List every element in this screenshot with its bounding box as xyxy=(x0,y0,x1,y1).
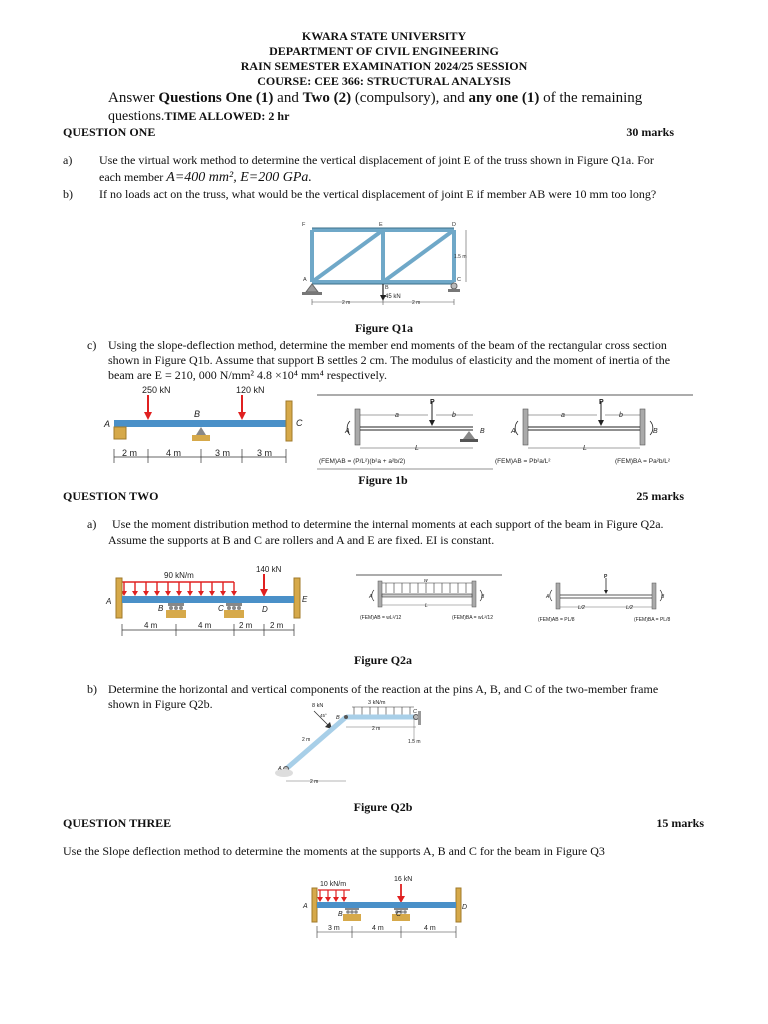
q2a-fem2-l2b: L/2 xyxy=(626,605,633,611)
q1b-load2-label: 120 kN xyxy=(236,385,265,395)
fig-q2a-caption: Figure Q2a xyxy=(353,653,413,667)
time-allowed: TIME ALLOWED: 2 hr xyxy=(164,109,290,123)
q3-wall-a xyxy=(312,888,317,922)
q1b-text: If no loads act on the truss, what would be the vertical displacement of joint E if member AB were 10 mm too long? xyxy=(99,187,657,201)
q1b-span4: 3 m xyxy=(257,448,273,458)
frame-member-ab xyxy=(286,717,346,769)
q3-point-label: 16 kN xyxy=(394,876,413,883)
q3-label-a: A xyxy=(303,903,308,910)
q3-roller-b xyxy=(345,908,359,914)
q1b-fem2-label-a: A xyxy=(511,428,516,435)
q1b-label-a: A xyxy=(104,419,111,429)
q1a-label: a) xyxy=(63,153,73,167)
q1b-label-b: B xyxy=(194,409,201,419)
q1-marks: 30 marks xyxy=(626,125,674,139)
truss-label-f: F xyxy=(302,222,306,228)
q3-span3: 4 m xyxy=(424,925,436,932)
q2a-fem1-formula1: (FEM)AB = wL²/12 xyxy=(360,615,402,621)
q3-span1: 3 m xyxy=(328,925,340,932)
q2a-label-e: E xyxy=(302,595,308,604)
q1b-fem2-figure xyxy=(493,393,693,471)
q2-title: QUESTION TWO xyxy=(63,489,159,503)
q1b-beam xyxy=(114,420,286,427)
q2a-span2: 4 m xyxy=(198,621,212,630)
q1b-fem2-label-b: B xyxy=(653,428,658,435)
university-name: KWARA STATE UNIVERSITY xyxy=(301,29,467,43)
q2a-text-line2: Assume the supports at B and C are rollers and A and E are fixed. EI is constant. xyxy=(108,533,495,547)
q1a-text-line1: Use the virtual work method to determine the vertical displacement of joint E of the truss shown in Figure Q1a. For xyxy=(99,153,654,167)
truss-height-label: 1.5 m xyxy=(454,254,467,260)
frame-figure xyxy=(270,697,440,789)
truss-label-a: A xyxy=(303,277,307,283)
q1c-text-line3: beam are E = 210, 000 N/mm² 4.8 ×10⁴ mm⁴ respectively. xyxy=(108,368,387,382)
q1b-fem1-label-a: A xyxy=(345,428,350,435)
q2a-label-a: A xyxy=(106,597,112,606)
frame-dim-top: 2 m xyxy=(372,726,381,732)
truss-pin-support-a xyxy=(306,284,318,292)
q2a-fem2-label-b: B xyxy=(661,594,665,600)
fig-q2b-caption: Figure Q2b xyxy=(353,800,413,814)
q1b-fem2-formula2: (FEM)BA = Pa²b/L² xyxy=(615,458,671,465)
q1b-span2: 4 m xyxy=(166,448,182,458)
course-title: COURSE: CEE 366: STRUCTURAL ANALYSIS xyxy=(257,74,511,88)
q3-marks: 15 marks xyxy=(656,816,704,830)
frame-load-label: 8 kN xyxy=(312,703,324,709)
q2a-beam-figure xyxy=(102,562,316,638)
fig-q1a-caption: Figure Q1a xyxy=(354,321,414,335)
q3-text: Use the Slope deflection method to determine the moments at the supports A, B and C for the beam in Figure Q3 xyxy=(63,844,605,858)
q3-label-b: B xyxy=(338,911,343,918)
q2a-fem1-formula2: (FEM)BA = wL²/12 xyxy=(452,615,493,621)
q2a-fem1-label-b: B xyxy=(481,594,485,600)
instructions-line2: questions.TIME ALLOWED: 2 hr xyxy=(108,109,290,124)
q2a-fem2-l2a: L/2 xyxy=(578,605,585,611)
q2a-fem2-formula2: (FEM)BA = PL/8 xyxy=(634,617,671,623)
q3-beam xyxy=(317,902,456,908)
q1a-math: A=400 mm², E=200 GPa. xyxy=(166,170,312,185)
q1b-support-a xyxy=(114,427,126,439)
q1a-text-line2: each member A=400 mm², E=200 GPa. xyxy=(99,170,312,185)
q3-label-c: C xyxy=(396,911,402,918)
frame-dim-vert: 1.5 m xyxy=(408,739,421,745)
q2a-span1: 4 m xyxy=(144,621,158,630)
q1b-fem1-p: P xyxy=(430,399,435,406)
frame-dim-bottom: 2 m xyxy=(310,779,319,785)
q1b-load1-label: 250 kN xyxy=(142,385,171,395)
q1b-label-c: C xyxy=(296,418,303,428)
frame-dim-diag: 2 m xyxy=(302,737,311,743)
frame-label-c: C xyxy=(413,709,417,715)
truss-label-e: E xyxy=(379,222,383,228)
q2a-span4: 2 m xyxy=(270,621,284,630)
q2a-fem1-figure xyxy=(356,573,502,625)
q1b-span1: 2 m xyxy=(122,448,138,458)
q2a-label-d: D xyxy=(262,605,268,614)
q2a-point-label: 140 kN xyxy=(256,565,282,574)
truss-members xyxy=(312,230,454,282)
q2a-label-b: B xyxy=(158,604,164,613)
truss-span2-label: 2 m xyxy=(412,300,421,306)
q1b-support-b xyxy=(196,427,206,435)
q3-beam-figure xyxy=(300,870,472,940)
q1b-fem2-l: L xyxy=(583,445,587,452)
q2a-fem2-p: P xyxy=(604,574,608,580)
q1b-fem1-formula: (FEM)AB = (P/L²)(b²a + a²b/2) xyxy=(319,458,406,465)
q2a-roller-b xyxy=(168,603,184,610)
q1c-label: c) xyxy=(87,338,97,352)
q2b-text-line1: Determine the horizontal and vertical components of the reaction at the pins A, B, and C of the two-member frame xyxy=(108,682,659,696)
q1b-wall-c xyxy=(286,401,292,441)
truss-span1-label: 2 m xyxy=(342,300,351,306)
q1b-fem1-b: b xyxy=(452,412,456,419)
q2a-fem1-label-a: A xyxy=(369,594,373,600)
q2a-fem1-l: L xyxy=(425,603,428,609)
q2b-text-line2: shown in Figure Q2b. xyxy=(108,697,213,711)
q1b-label: b) xyxy=(63,187,73,201)
frame-angle-label: 45° xyxy=(320,713,327,718)
q1b-fem2-p: P xyxy=(599,399,604,406)
frame-udl-label: 3 kN/m xyxy=(368,700,386,706)
truss-load-label: 45 kN xyxy=(385,294,401,300)
q2a-fem2-figure xyxy=(534,573,680,625)
q1c-text-line1: Using the slope-deflection method, determine the member end moments of the beam of the rectangular cross section xyxy=(108,338,667,352)
q2a-label-c: C xyxy=(218,604,224,613)
q1c-text-line2: shown in Figure Q1b. Assume that support B settles 2 cm. The modulus of elasticity and the moment of inertia of the xyxy=(108,353,671,367)
q1-title: QUESTION ONE xyxy=(63,125,156,139)
q1b-fem1-label-b: B xyxy=(480,428,485,435)
q2a-roller-c xyxy=(226,603,242,610)
q1b-fem2-a: a xyxy=(561,412,565,419)
q3-label-d: D xyxy=(462,904,468,911)
q2a-beam xyxy=(122,596,294,603)
q2a-fem1-w: w xyxy=(424,578,428,584)
q2a-label: a) xyxy=(87,517,97,531)
q2a-udl-label: 90 kN/m xyxy=(164,571,194,580)
q1b-span3: 3 m xyxy=(215,448,231,458)
q2a-fem2-label-a: A xyxy=(546,594,550,600)
q3-span2: 4 m xyxy=(372,925,384,932)
q1b-fem1-l: L xyxy=(415,445,419,452)
q2b-label: b) xyxy=(87,682,97,696)
q2a-wall-a xyxy=(116,578,122,618)
q1b-fem2-b: b xyxy=(619,412,623,419)
instructions-line1: Answer Questions One (1) and Two (2) (compulsory), and any one (1) of the remaining xyxy=(108,90,643,106)
frame-udl-arrows xyxy=(352,707,414,715)
truss-figure xyxy=(296,218,476,310)
truss-label-b: B xyxy=(385,285,389,291)
q1b-fem1-a: a xyxy=(395,412,399,419)
truss-label-c: C xyxy=(457,277,461,283)
q2a-span3: 2 m xyxy=(239,621,253,630)
frame-label-b: B xyxy=(336,715,340,721)
q2-marks: 25 marks xyxy=(636,489,684,503)
exam-session: RAIN SEMESTER EXAMINATION 2024/25 SESSION xyxy=(240,59,528,73)
department-name: DEPARTMENT OF CIVIL ENGINEERING xyxy=(269,44,499,58)
q2a-fem2-formula1: (FEM)AB = PL/8 xyxy=(538,617,575,623)
q1b-fem1-figure xyxy=(317,393,493,471)
q3-udl-label: 10 kN/m xyxy=(320,881,347,888)
q2a-text-line1: Use the moment distribution method to determine the internal moments at each support of the beam in Figure Q2a. xyxy=(112,517,664,531)
q1b-beam-figure xyxy=(100,383,312,468)
q1b-fem2-formula1: (FEM)AB = Pb²a/L² xyxy=(495,458,551,465)
q3-title: QUESTION THREE xyxy=(63,816,172,830)
fig-q1b-caption: Figure 1b xyxy=(358,473,408,487)
truss-label-d: D xyxy=(452,222,456,228)
q3-wall-d xyxy=(456,888,461,922)
q2a-wall-e xyxy=(294,578,300,618)
frame-label-a: A xyxy=(278,766,282,772)
